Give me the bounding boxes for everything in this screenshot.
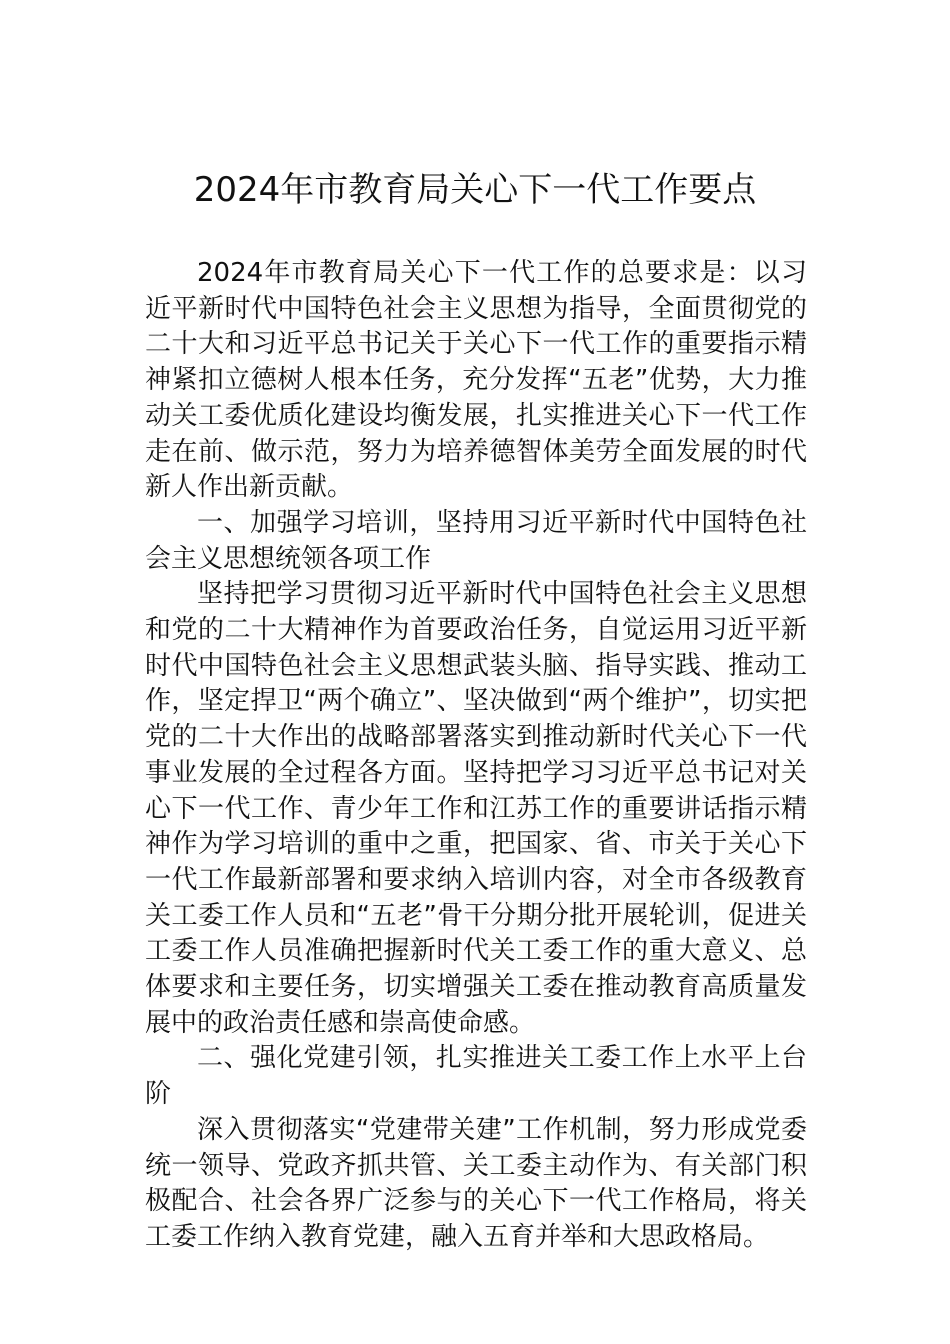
document-body xyxy=(145,256,807,1256)
section-heading-2: 二、强化党建引领，扎实推进关工委工作上水平上台阶 xyxy=(145,1043,807,1110)
document-title: 2024年市教育局关心下一代工作要点 xyxy=(193,170,757,210)
intro-paragraph: 2024年市教育局关心下一代工作的总要求是：以习近平新时代中国特色社会主义思想为指导，全面贯彻党的二十大和习近平总书记关于关心下一代工作的重要指示精神紧扣立德树人根本任务，充分发挥“五老”优势，大力推动关工委优质化建设均衡发展，扎实推进关心下一代工作走在前、做示范，努力为培养德智体美劳全面发展的时代新人作出新贡献。 xyxy=(145,258,807,503)
section-heading-1: 一、加强学习培训，坚持用习近平新时代中国特色社会主义思想统领各项工作 xyxy=(145,507,807,574)
section-paragraph-2: 深入贯彻落实“党建带关建”工作机制，努力形成党委统一领导、党政齐抓共管、关工委主动作为、有关部门积极配合、社会各界广泛参与的关心下一代工作格局，将关工委工作纳入教育党建，融入五育并举和大思政格局。 xyxy=(145,1114,807,1252)
section-paragraph-1: 坚持把学习贯彻习近平新时代中国特色社会主义思想和党的二十大精神作为首要政治任务，自觉运用习近平新时代中国特色社会主义思想武装头脑、指导实践、推动工作，坚定捍卫“两个确立”、坚决做到“两个维护”，切实把党的二十大作出的战略部署落实到推动新时代关心下一代事业发展的全过程各方面。坚持把学习习近平总书记对关心下一代工作、青少年工作和江苏工作的重要讲话指示精神作为学习培训的重中之重，把国家、省、市关于关心下一代工作最新部署和要求纳入培训内容，对全市各级教育关工委工作人员和“五老”骨干分期分批开展轮训，促进关工委工作人员准确把握新时代关工委工作的重大意义、总体要求和主要任务，切实增强关工委在推动教育高质量发展中的政治责任感和崇高使命感。 xyxy=(145,579,807,1038)
